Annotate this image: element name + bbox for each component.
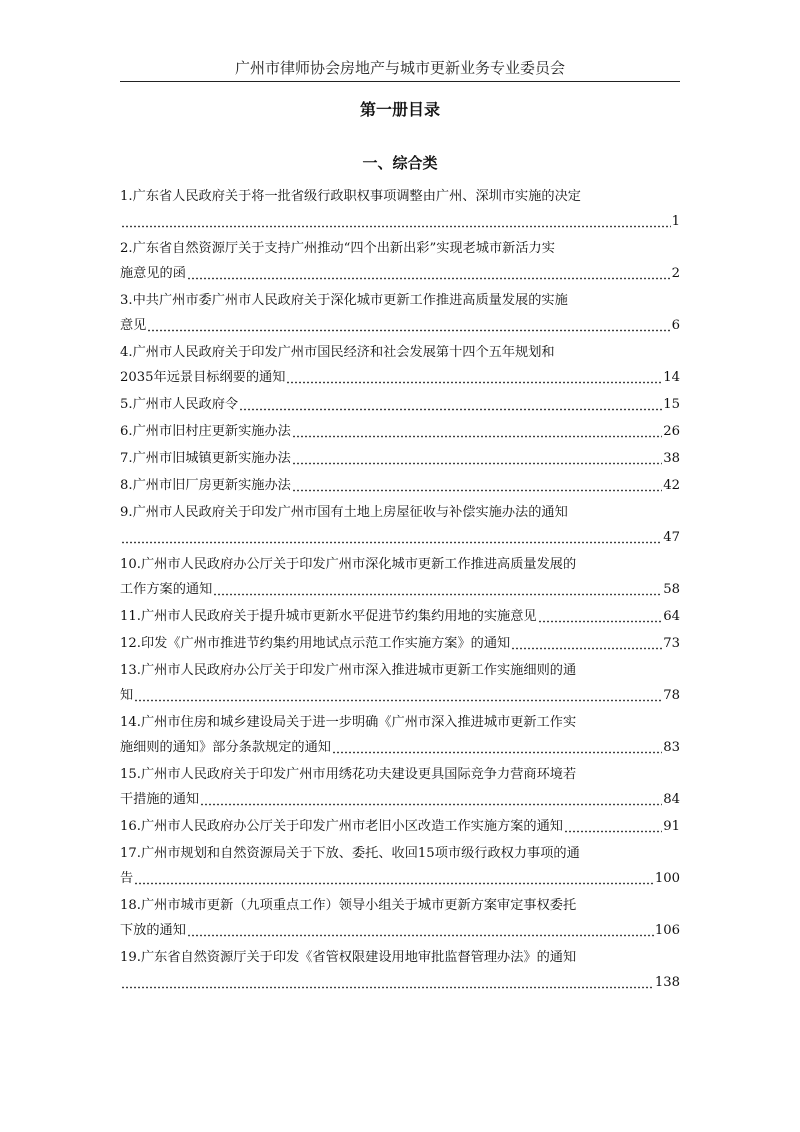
page-title: 第一册目录 <box>359 100 440 119</box>
toc-entry[interactable] <box>120 658 680 708</box>
toc-page-number: 83 <box>663 740 680 755</box>
toc-page-number: 78 <box>663 688 680 703</box>
dot-leader <box>332 741 662 754</box>
dot-leader <box>121 976 654 989</box>
toc-entry-dotline <box>120 365 680 390</box>
dot-leader <box>511 637 662 650</box>
dot-leader <box>538 610 663 623</box>
toc-entry-title: 19.广东省自然资源厅关于印发《省管权限建设用地审批监督管理办法》的通知 <box>120 950 577 965</box>
toc-entry-text: 11.广州市人民政府关于提升城市更新水平促进节约集约用地的实施意见 <box>120 609 537 624</box>
toc-entry-title: 14.广州市住房和城乡建设局关于进一步明确《广州市深入推进城市更新工作实 <box>120 715 577 730</box>
toc-page-number: 15 <box>663 397 680 412</box>
toc-entry-dotline <box>120 683 680 708</box>
dot-leader <box>239 398 662 411</box>
dot-leader <box>292 425 662 438</box>
toc-entry-dotline <box>120 918 680 943</box>
toc-page-number: 1 <box>671 214 680 229</box>
toc-entry-dotline <box>120 787 680 812</box>
toc-entry-title: 13.广州市人民政府办公厅关于印发广州市深入推进城市更新工作实施细则的通 <box>120 663 577 678</box>
toc-entry-title: 15.广州市人民政府关于印发广州市用绣花功夫建设更具国际竞争力营商环境若 <box>120 767 577 782</box>
toc-entry-text: 6.广州市旧村庄更新实施办法 <box>120 424 291 439</box>
toc-entry-dotline <box>120 446 680 471</box>
toc-entry-dotline <box>120 261 680 286</box>
table-of-contents <box>120 184 680 997</box>
toc-entry[interactable] <box>120 500 680 550</box>
toc-page-number: 91 <box>663 819 680 834</box>
dot-leader <box>200 793 662 806</box>
toc-page-number: 14 <box>663 370 680 385</box>
toc-entry[interactable] <box>120 419 680 444</box>
toc-entry[interactable] <box>120 710 680 760</box>
toc-entry[interactable] <box>120 392 680 417</box>
running-header: 广州市律师协会房地产与城市更新业务专业委员会 <box>234 59 565 77</box>
toc-entry-dotline <box>120 631 680 656</box>
toc-entry[interactable] <box>120 841 680 891</box>
dot-leader <box>292 452 662 465</box>
dot-leader <box>187 924 654 937</box>
toc-entry[interactable] <box>120 814 680 839</box>
dot-leader <box>187 267 671 280</box>
section-heading: 一、综合类 <box>362 154 438 172</box>
toc-page-number: 58 <box>663 582 680 597</box>
toc-entry-dotline <box>120 392 680 417</box>
toc-page-number: 138 <box>654 975 680 990</box>
toc-entry-text: 2035年远景目标纲要的通知 <box>120 370 286 385</box>
toc-entry[interactable] <box>120 236 680 286</box>
toc-entry-text: 16.广州市人民政府办公厅关于印发广州市老旧小区改造工作实施方案的通知 <box>120 819 563 834</box>
toc-page-number: 73 <box>663 636 680 651</box>
toc-entry-text: 8.广州市旧厂房更新实施办法 <box>120 478 291 493</box>
toc-entry-text: 12.印发《广州市推进节约集约用地试点示范工作实施方案》的通知 <box>120 636 511 651</box>
dot-leader <box>286 371 662 384</box>
toc-entry[interactable] <box>120 945 680 995</box>
toc-entry-dotline <box>120 313 680 338</box>
toc-entry[interactable] <box>120 184 680 234</box>
toc-page-number: 6 <box>671 318 680 333</box>
toc-entry-text: 下放的通知 <box>120 923 186 938</box>
toc-entry-title: 1.广东省人民政府关于将一批省级行政职权事项调整由广州、深圳市实施的决定 <box>120 189 581 204</box>
toc-page-number: 42 <box>663 478 680 493</box>
toc-entry[interactable] <box>120 446 680 471</box>
toc-entry-title: 18.广州市城市更新（九项重点工作）领导小组关于城市更新方案审定事权委托 <box>120 898 577 913</box>
toc-entry-dotline <box>120 866 680 891</box>
dot-leader <box>134 872 654 885</box>
toc-entry-text: 7.广州市旧城镇更新实施办法 <box>120 451 291 466</box>
toc-page-number: 2 <box>671 266 680 281</box>
dot-leader <box>147 319 670 332</box>
toc-entry[interactable] <box>120 473 680 498</box>
toc-page-number: 26 <box>663 424 680 439</box>
toc-entry-text: 施细则的通知》部分条款规定的通知 <box>120 740 331 755</box>
dot-leader <box>213 583 662 596</box>
toc-page-number: 100 <box>654 871 680 886</box>
toc-entry-text: 5.广州市人民政府令 <box>120 397 239 412</box>
toc-entry-title: 17.广州市规划和自然资源局关于下放、委托、收回15项市级行政权力事项的通 <box>120 846 580 861</box>
toc-entry-dotline <box>120 525 680 550</box>
toc-page-number: 106 <box>654 923 680 938</box>
toc-entry-dotline <box>120 970 680 995</box>
dot-leader <box>121 215 671 228</box>
toc-entry-text: 工作方案的通知 <box>120 582 213 597</box>
toc-entry-dotline <box>120 814 680 839</box>
toc-entry[interactable] <box>120 604 680 629</box>
toc-entry-dotline <box>120 419 680 444</box>
header-divider <box>120 81 680 82</box>
dot-leader <box>564 820 662 833</box>
dot-leader <box>134 689 662 702</box>
toc-entry-text: 知 <box>120 688 134 703</box>
toc-entry-dotline <box>120 473 680 498</box>
toc-entry-title: 2.广东省自然资源厅关于支持广州推动“四个出新出彩”实现老城市新活力实 <box>120 241 555 256</box>
toc-entry[interactable] <box>120 762 680 812</box>
toc-entry[interactable] <box>120 288 680 338</box>
toc-page-number: 84 <box>663 792 680 807</box>
toc-entry-title: 4.广州市人民政府关于印发广州市国民经济和社会发展第十四个五年规划和 <box>120 345 555 360</box>
toc-page-number: 38 <box>663 451 680 466</box>
toc-entry-text: 意见 <box>120 318 147 333</box>
toc-entry-dotline <box>120 209 680 234</box>
toc-entry[interactable] <box>120 631 680 656</box>
toc-entry[interactable] <box>120 340 680 390</box>
toc-entry[interactable] <box>120 552 680 602</box>
toc-entry-dotline <box>120 735 680 760</box>
toc-entry-text: 告 <box>120 871 134 886</box>
toc-entry-title: 10.广州市人民政府办公厅关于印发广州市深化城市更新工作推进高质量发展的 <box>120 557 577 572</box>
toc-entry-title: 9.广州市人民政府关于印发广州市国有土地上房屋征收与补偿实施办法的通知 <box>120 505 568 520</box>
toc-entry-text: 施意见的函 <box>120 266 186 281</box>
toc-entry-text: 干措施的通知 <box>120 792 200 807</box>
dot-leader <box>121 531 662 544</box>
toc-entry-dotline <box>120 577 680 602</box>
toc-entry-dotline <box>120 604 680 629</box>
toc-page-number: 47 <box>663 530 680 545</box>
toc-entry-title: 3.中共广州市委广州市人民政府关于深化城市更新工作推进高质量发展的实施 <box>120 293 568 308</box>
toc-entry[interactable] <box>120 893 680 943</box>
toc-page-number: 64 <box>663 609 680 624</box>
dot-leader <box>292 479 662 492</box>
